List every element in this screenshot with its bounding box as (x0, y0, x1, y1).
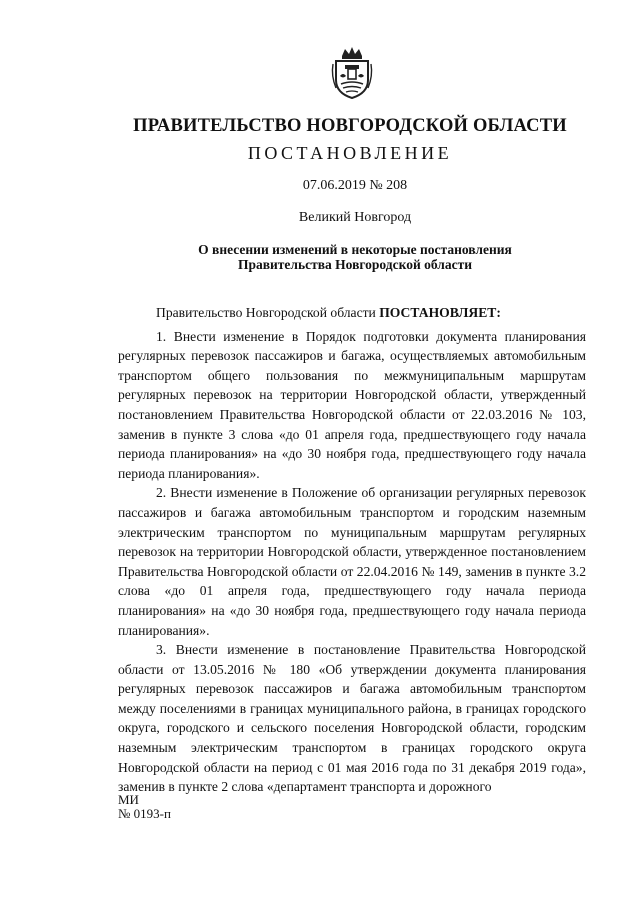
intro-paragraph (118, 303, 586, 323)
subject-line-1: О внесении изменений в некоторые постановления (198, 242, 512, 257)
registration-mark (118, 793, 171, 821)
government-title: ПРАВИТЕЛЬСТВО НОВГОРОДСКОЙ ОБЛАСТИ (133, 116, 567, 136)
registration-number: № 0193-п (118, 806, 171, 821)
decree-word: ПОСТАНОВЛЯЕТ: (379, 305, 501, 320)
subject-line-2: Правительства Новгородской области (237, 257, 473, 272)
coat-of-arms-icon (330, 46, 374, 100)
intro-text: Правительство Новгородской области (156, 305, 380, 320)
executor-initials: МИ (118, 792, 139, 807)
date-and-number: 07.06.2019 № 208 (302, 178, 408, 193)
document-body (118, 303, 586, 797)
document-type: ПОСТАНОВЛЕНИЕ (247, 143, 453, 163)
paragraph-3: 3. Внести изменение в постановление Правительства Новгородской области от 13.05.2016 № 180 «Об утверждении документа планирования регулярных перевозок пассажиров и багажа автомобильным транспортом между поселениями в границах муниципального района, в границах городского округа, городского и сельского поселения Новгородской области, городским наземным электрическим транспортом в границах городского округа Новгородской области на период с 01 мая 2016 года по 31 декабря 2019 года», заменив в пункте 2 слова «департамент транспорта и дорожного (118, 642, 586, 795)
city-name: Великий Новгород (298, 210, 412, 225)
paragraph-1: 1. Внести изменение в Порядок подготовки документа планирования регулярных перевозок пассажиров и багажа, осуществляемых автомобильным транспортом общего пользования по межмуниципальным маршрутам регулярных перевозок на территории Новгородской области, утвержденный постановлением Правительства Новгородской области от 22.03.2016 № 103, заменив в пункте 3 слова «до 01 апреля года, предшествующего году начала периода планирования» на «до 30 ноября года, предшествующего году начала периода планирования». (118, 328, 586, 481)
paragraph-2: 2. Внести изменение в Положение об организации регулярных перевозок пассажиров и багажа автомобильным транспортом и городским наземным электрическим транспортом по муниципальным маршрутам регулярных перевозок на территории Новгородской области, утвержденное постановлением Правительства Новгородской области от 22.04.2016 № 149, заменив в пункте 3.2 слова «до 01 апреля года, предшествующего году начала периода планирования» на «до 30 ноября года, предшествующего году начала периода планирования». (118, 485, 586, 638)
document-subject (0, 242, 640, 272)
